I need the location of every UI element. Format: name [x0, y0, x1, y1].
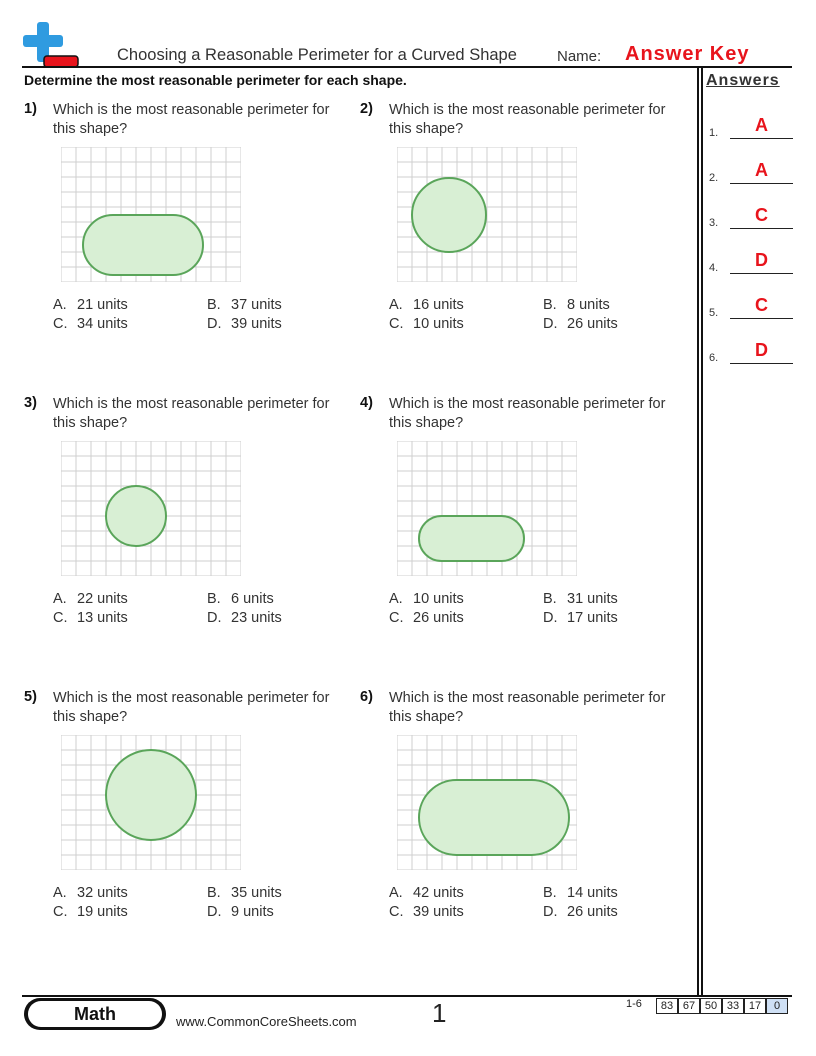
- score-box: 0: [766, 998, 788, 1014]
- choice-text: 32 units: [77, 885, 128, 901]
- plus-minus-icon: [22, 22, 80, 68]
- choice-text: 22 units: [77, 591, 128, 607]
- score-box: 33: [722, 998, 744, 1014]
- choice-d: [207, 316, 282, 332]
- choice-letter: C.: [389, 904, 404, 920]
- choice-text: 26 units: [567, 904, 618, 920]
- choice-c: [389, 610, 464, 626]
- choice-letter: C.: [389, 610, 404, 626]
- choice-text: 26 units: [413, 610, 464, 626]
- choice-letter: B.: [207, 297, 221, 313]
- choice-letter: A.: [53, 885, 67, 901]
- problem-number: 1): [24, 101, 37, 117]
- choice-text: 6 units: [231, 591, 274, 607]
- choice-letter: B.: [543, 591, 557, 607]
- choice-letter: D.: [207, 904, 222, 920]
- score-box: 67: [678, 998, 700, 1014]
- circle-shape: [106, 750, 196, 840]
- choice-c: [53, 610, 128, 626]
- choice-b: [207, 297, 282, 313]
- choice-c: [389, 904, 464, 920]
- choice-a: [53, 591, 128, 607]
- answer-value: A: [755, 115, 768, 135]
- answer-number: 2.: [709, 172, 719, 184]
- choice-letter: C.: [389, 316, 404, 332]
- grid-figure: [61, 735, 241, 870]
- choice-c: [53, 316, 128, 332]
- choice-letter: B.: [207, 885, 221, 901]
- problem-number: 2): [360, 101, 373, 117]
- choice-letter: B.: [543, 297, 557, 313]
- choice-text: 39 units: [413, 904, 464, 920]
- choice-letter: D.: [543, 904, 558, 920]
- answer-number: 3.: [709, 217, 719, 229]
- answer-line: [730, 363, 793, 364]
- subject-badge: [24, 998, 166, 1030]
- choice-text: 17 units: [567, 610, 618, 626]
- choice-b: [207, 591, 274, 607]
- choice-c: [53, 904, 128, 920]
- score-box: 83: [656, 998, 678, 1014]
- grid-figure: [397, 735, 577, 870]
- choice-d: [207, 610, 282, 626]
- choice-a: [389, 885, 464, 901]
- circle-shape: [106, 486, 166, 546]
- choice-letter: D.: [543, 610, 558, 626]
- answer-value: D: [755, 250, 768, 270]
- answer-line: [730, 273, 793, 274]
- choice-letter: C.: [53, 610, 68, 626]
- worksheet-title: Choosing a Reasonable Perimeter for a Curved Shape: [117, 46, 517, 64]
- choice-letter: B.: [207, 591, 221, 607]
- choice-d: [543, 316, 618, 332]
- choice-d: [543, 610, 618, 626]
- choice-letter: C.: [53, 316, 68, 332]
- grid-figure: [397, 441, 577, 576]
- name-label: Name:: [557, 48, 602, 65]
- choice-letter: A.: [53, 591, 67, 607]
- answer-row: [709, 340, 793, 364]
- choice-text: 14 units: [567, 885, 618, 901]
- answers-column-divider: [697, 68, 699, 996]
- question-text: Which is the most reasonable perimeter for this shape?: [53, 396, 330, 431]
- answer-row: [709, 295, 793, 319]
- stadium-shape: [419, 516, 524, 561]
- choice-d: [543, 904, 618, 920]
- grid-figure: [61, 441, 241, 576]
- answer-value: A: [755, 160, 768, 180]
- choice-a: [53, 297, 128, 313]
- answer-row: [709, 115, 793, 139]
- page-number: 1: [432, 998, 447, 1028]
- choice-c: [389, 316, 464, 332]
- choice-text: 8 units: [567, 297, 610, 313]
- answers-column-divider-inner: [701, 68, 703, 996]
- choice-letter: B.: [543, 885, 557, 901]
- question-text: Which is the most reasonable perimeter for this shape?: [53, 690, 330, 725]
- question-text: Which is the most reasonable perimeter for this shape?: [389, 396, 666, 431]
- question-text: Which is the most reasonable perimeter for this shape?: [389, 690, 666, 725]
- question-text: Which is the most reasonable perimeter for this shape?: [53, 102, 330, 137]
- choice-b: [207, 885, 282, 901]
- score-box: 17: [744, 998, 766, 1014]
- answer-number: 1.: [709, 127, 719, 139]
- choice-text: 13 units: [77, 610, 128, 626]
- score-range: 1-6: [626, 998, 642, 1010]
- choice-letter: D.: [207, 610, 222, 626]
- choice-text: 10 units: [413, 591, 464, 607]
- answer-number: 5.: [709, 307, 719, 319]
- answer-line: [730, 138, 793, 139]
- choice-text: 9 units: [231, 904, 274, 920]
- choice-d: [207, 904, 274, 920]
- answer-key-label: Answer Key: [625, 43, 750, 65]
- choice-text: 26 units: [567, 316, 618, 332]
- answer-row: [709, 160, 793, 184]
- choice-text: 35 units: [231, 885, 282, 901]
- score-box: 50: [700, 998, 722, 1014]
- choice-letter: D.: [207, 316, 222, 332]
- stadium-shape: [419, 780, 569, 855]
- answer-line: [730, 318, 793, 319]
- answer-row: [709, 250, 793, 274]
- choice-letter: A.: [389, 591, 403, 607]
- choice-text: 19 units: [77, 904, 128, 920]
- footer-url: www.CommonCoreSheets.com: [176, 1014, 357, 1029]
- choice-b: [543, 591, 618, 607]
- answer-line: [730, 228, 793, 229]
- choice-a: [389, 591, 464, 607]
- footer-divider: [22, 995, 792, 997]
- choice-text: 31 units: [567, 591, 618, 607]
- choice-letter: D.: [543, 316, 558, 332]
- answer-line: [730, 183, 793, 184]
- answer-number: 6.: [709, 352, 719, 364]
- problem-number: 3): [24, 395, 37, 411]
- answer-row: [709, 205, 793, 229]
- circle-shape: [412, 178, 486, 252]
- grid-figure: [397, 147, 577, 282]
- problem-number: 4): [360, 395, 373, 411]
- choice-text: 39 units: [231, 316, 282, 332]
- choice-letter: A.: [53, 297, 67, 313]
- choice-text: 16 units: [413, 297, 464, 313]
- choice-letter: A.: [389, 297, 403, 313]
- answer-number: 4.: [709, 262, 719, 274]
- choice-text: 10 units: [413, 316, 464, 332]
- choice-text: 37 units: [231, 297, 282, 313]
- problem-number: 5): [24, 689, 37, 705]
- question-text: Which is the most reasonable perimeter for this shape?: [389, 102, 666, 137]
- grid-figure: [61, 147, 241, 282]
- answers-heading: Answers: [706, 72, 780, 89]
- choice-text: 21 units: [77, 297, 128, 313]
- problem-number: 6): [360, 689, 373, 705]
- choice-text: 42 units: [413, 885, 464, 901]
- choice-text: 34 units: [77, 316, 128, 332]
- choice-b: [543, 885, 618, 901]
- answer-value: C: [755, 205, 768, 225]
- subject-label: Math: [28, 1001, 162, 1027]
- header-divider: [22, 66, 792, 68]
- stadium-shape: [83, 215, 203, 275]
- choice-letter: C.: [53, 904, 68, 920]
- choice-letter: A.: [389, 885, 403, 901]
- instructions: Determine the most reasonable perimeter for each shape.: [24, 72, 407, 88]
- answer-value: D: [755, 340, 768, 360]
- choice-text: 23 units: [231, 610, 282, 626]
- choice-a: [53, 885, 128, 901]
- answer-value: C: [755, 295, 768, 315]
- choice-b: [543, 297, 610, 313]
- choice-a: [389, 297, 464, 313]
